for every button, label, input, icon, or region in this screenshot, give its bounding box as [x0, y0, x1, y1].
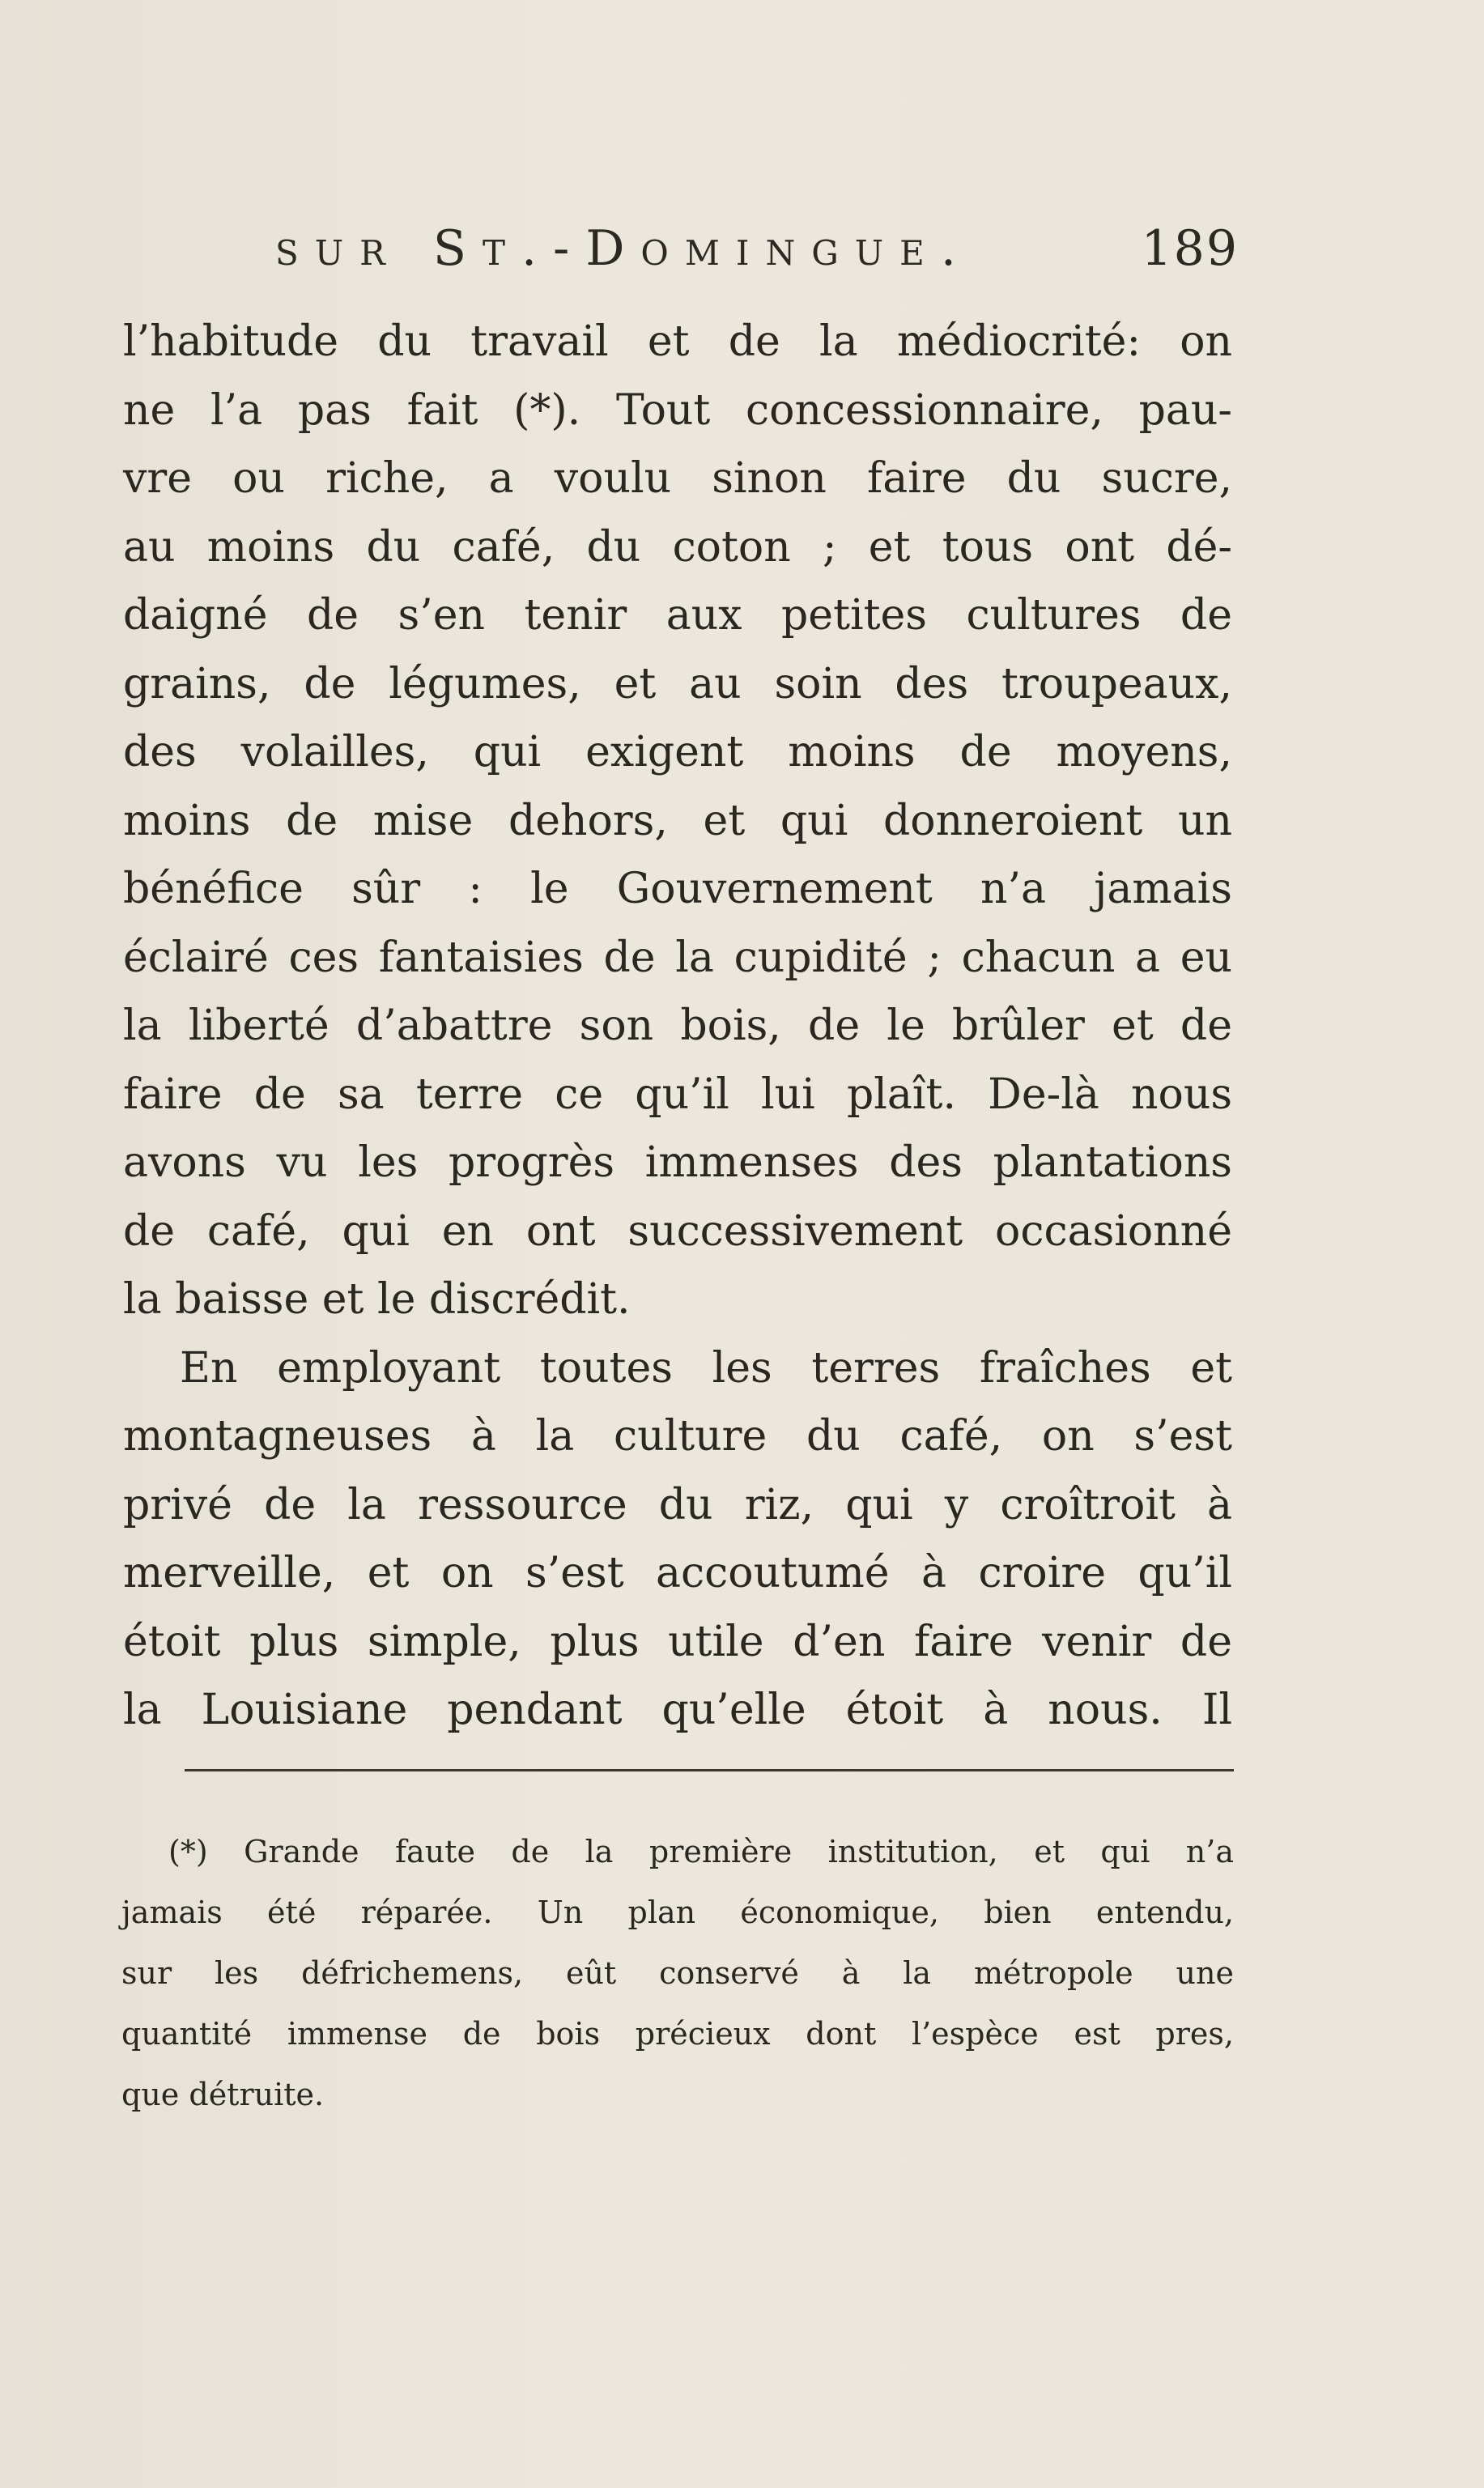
text-line: l’habitude du travail et de la médiocrité: on [123, 317, 1232, 366]
footnote [121, 1822, 1234, 2125]
text-line: faire de sa terre ce qu’il lui plaît. De-là nous [123, 1070, 1232, 1119]
text-line: des volailles, qui exigent moins de moyens, [123, 728, 1232, 776]
text-line: la liberté d’abattre son bois, de le brûler et de [123, 1002, 1232, 1050]
running-title: sur St.-Domingue. [275, 220, 972, 277]
text-line: ne l’a pas fait (*). Tout concessionnaire, pau- [123, 385, 1232, 435]
text-line: au moins du café, du coton ; et tous ont dé- [123, 522, 1232, 572]
text-line: avons vu les progrès immenses des plantations [123, 1138, 1232, 1187]
text-line: montagneuses à la culture du café, on s’est [123, 1412, 1232, 1461]
footnote-line: jamais été réparée. Un plan économique, bien entendu, [121, 1895, 1234, 1930]
text-line: daigné de s’en tenir aux petites cultures de [123, 591, 1232, 640]
footnote-line: (*) Grande faute de la première institution, et qui n’a [168, 1834, 1234, 1869]
text-line: privé de la ressource du riz, qui y croîtroit à [123, 1480, 1232, 1529]
page-header [275, 220, 1239, 277]
text-line: la Louisiane pendant qu’elle étoit à nous. Il [123, 1686, 1232, 1734]
body-text [123, 308, 1232, 1745]
text-line: grains, de légumes, et au soin des troupeaux, [123, 659, 1232, 708]
footnote-line: que détruite. [121, 2077, 325, 2112]
text-line: éclairé ces fantaisies de la cupidité ; chacun a eu [123, 933, 1232, 982]
footnote-line: quantité immense de bois précieux dont l’espèce est pres, [121, 2016, 1234, 2052]
text-line: bénéfice sûr : le Gouvernement n’a jamais [123, 865, 1232, 913]
text-line: vre ou riche, a voulu sinon faire du sucre, [123, 454, 1232, 503]
text-line: de café, qui en ont successivement occasionné [123, 1206, 1232, 1256]
text-line: En employant toutes les terres fraîches et [180, 1343, 1232, 1393]
footnote-divider [185, 1769, 1234, 1771]
footnote-line: sur les défrichemens, eût conservé à la métropole une [121, 1955, 1234, 1991]
text-line: la baisse et le discrédit. [123, 1275, 631, 1324]
text-line: moins de mise dehors, et qui donneroient un [123, 796, 1232, 845]
text-line: merveille, et on s’est accoutumé à croire qu’il [123, 1549, 1232, 1597]
page-number: 189 [1141, 220, 1239, 277]
text-line: étoit plus simple, plus utile d’en faire venir de [123, 1617, 1232, 1666]
